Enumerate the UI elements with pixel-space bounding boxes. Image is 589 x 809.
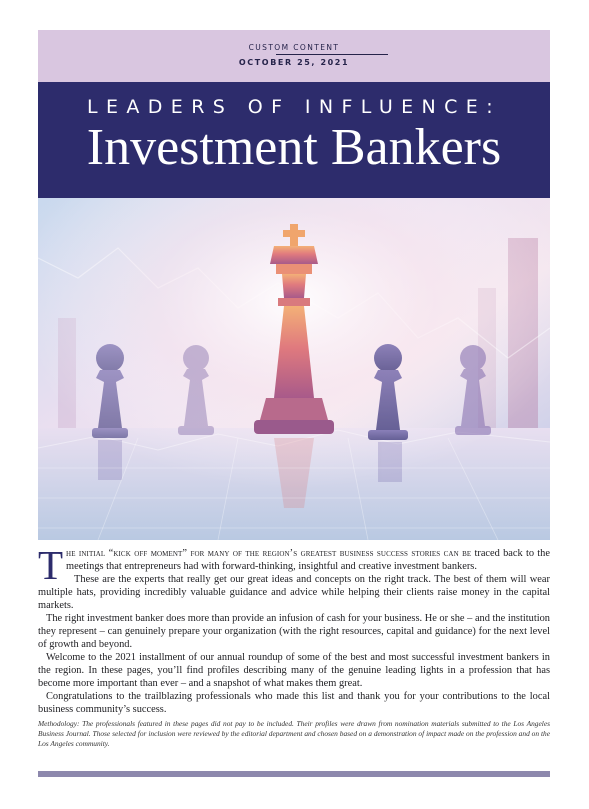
header-divider [276, 54, 388, 55]
footer-bar [38, 771, 550, 777]
hero-image [38, 198, 550, 540]
page-title: Investment Bankers [86, 119, 502, 176]
lead-in-text: he initial “kick off moment” for many of the region’s greatest business success stories can be [66, 548, 472, 559]
paragraph-1-text: traced back to the meetings that entrepreneurs had with forward-thinking, insightful and creative investment bankers. [66, 548, 550, 572]
methodology-note: Methodology: The professionals featured in these pages did not pay to be included. Their profiles were drawn from nomination materials submitted to the Los Angeles Business Journal. Those selected for inclusion were reviewed by the editorial department and chosen based on a demonstration of impact made on the profession and on the Los Angeles community. [38, 719, 550, 748]
section-label: CUSTOM CONTENT [248, 43, 340, 52]
title-kicker: LEADERS OF INFLUENCE: [86, 96, 502, 118]
article-paragraph-2: These are the experts that really get our great ideas and concepts on the right track. The best of them will wear multiple hats, providing incredibly valuable guidance and advice while helping their clients raise money in the capital markets. [38, 574, 550, 611]
drop-cap: T [38, 542, 64, 588]
article-paragraph-4: Welcome to the 2021 installment of our annual roundup of some of the best and most successful investment bankers in the region. In these pages, you’ll find profiles describing many of the genuine leading lights in a profession that has become more important than ever – and a snapshot of what makes them great. [38, 652, 550, 689]
header-band [38, 30, 550, 82]
article-paragraph-3: The right investment banker does more than provide an infusion of cash for your business. He or she – and the institution they represent – can genuinely prepare your organization (with the right resources, capital and guidance) for the next level of growth and beyond. [38, 613, 550, 650]
article-paragraph-1 [38, 542, 550, 588]
title-band [38, 82, 550, 198]
issue-date: OCTOBER 25, 2021 [238, 58, 350, 67]
article-paragraph-5: Congratulations to the trailblazing professionals who made this list and thank you for your contributions to the local business community’s success. [38, 691, 550, 715]
article-body [38, 542, 550, 749]
